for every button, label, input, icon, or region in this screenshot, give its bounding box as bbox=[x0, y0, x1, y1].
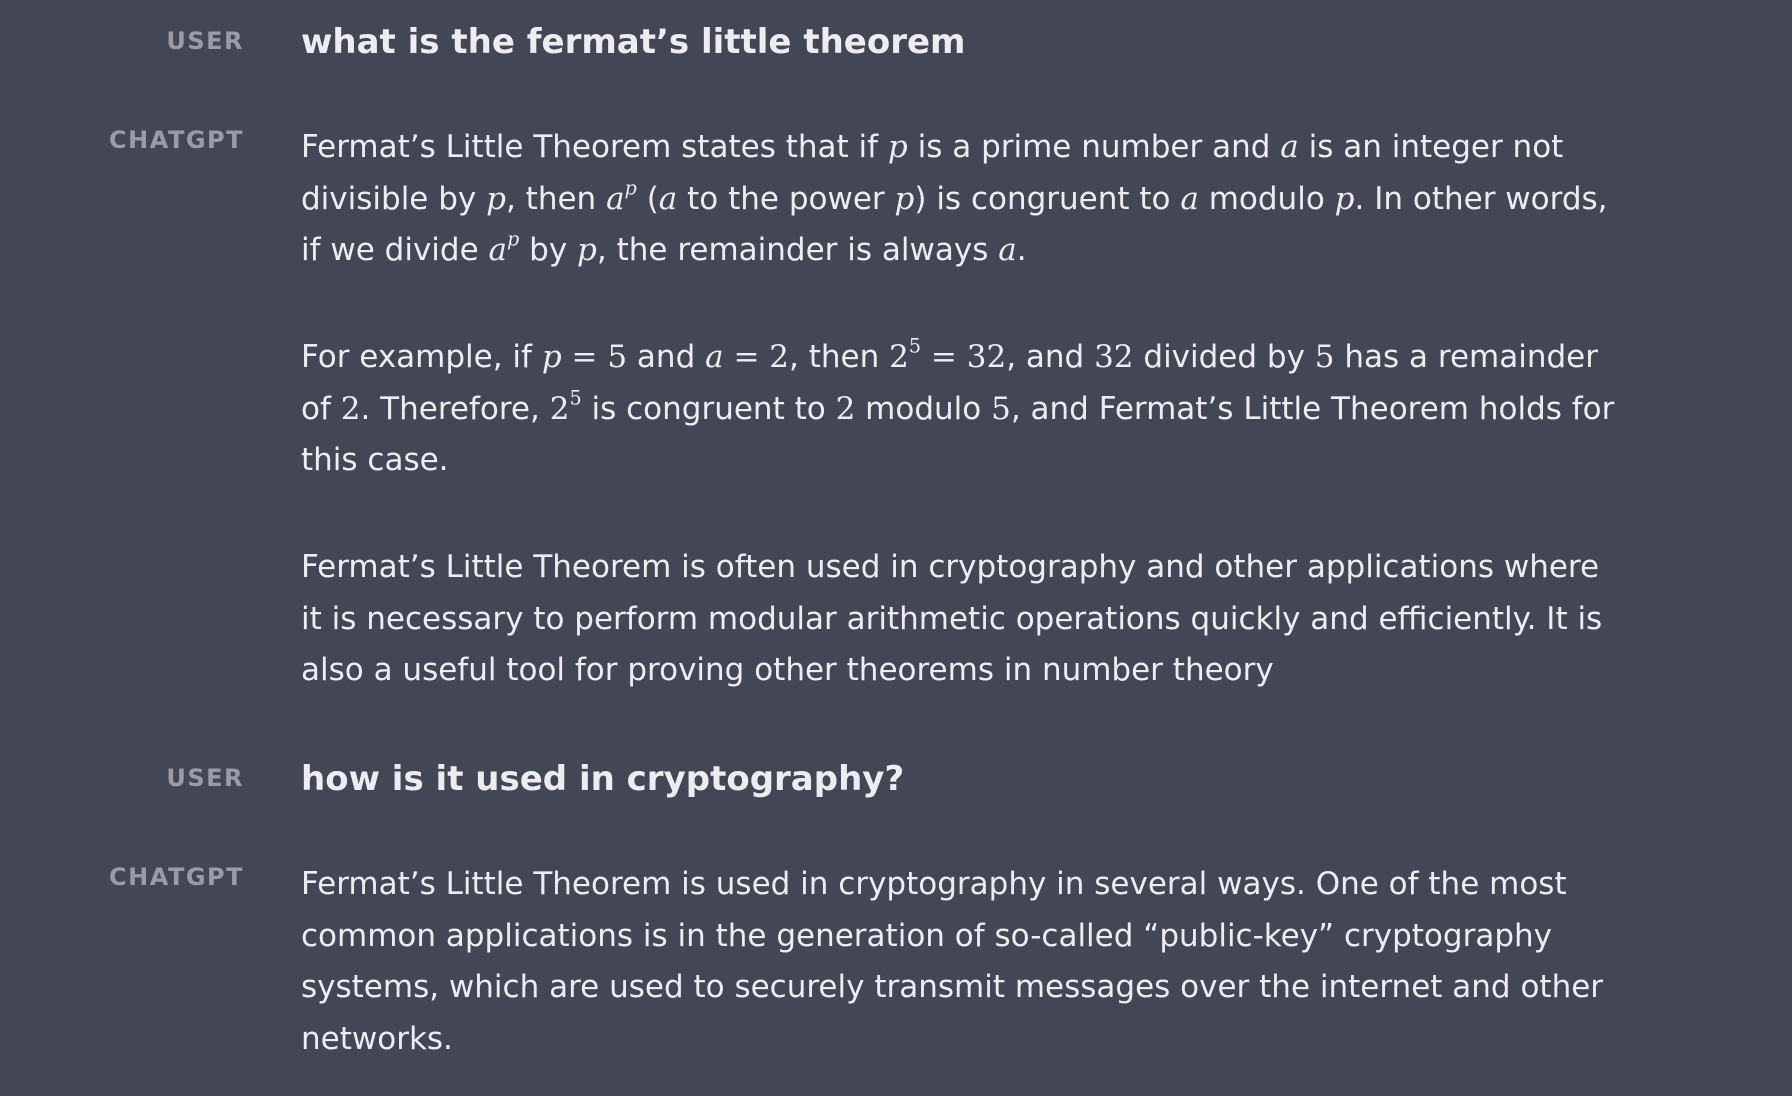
user-question: what is the fermat’s little theorem bbox=[301, 22, 966, 62]
role-label-user: USER bbox=[166, 764, 244, 792]
math-number: = 2 bbox=[723, 339, 789, 375]
text-run: divided by bbox=[1133, 339, 1315, 375]
text-run: by bbox=[519, 232, 578, 268]
math-variable: p bbox=[894, 180, 915, 217]
text-run: . In other words, if we divide bbox=[301, 180, 1608, 268]
math-exponent: p bbox=[624, 176, 637, 200]
text-run: Fermat’s Little Theorem states that if bbox=[301, 129, 888, 165]
user-message-body bbox=[301, 757, 1621, 801]
text-run: to the power bbox=[677, 180, 895, 217]
math-variable: a bbox=[1180, 180, 1199, 217]
text-run: ) is congruent to bbox=[914, 180, 1181, 217]
math-number: = 5 bbox=[561, 339, 628, 375]
math-variable: p bbox=[577, 232, 597, 268]
math-variable: p bbox=[541, 339, 562, 375]
math-number: 5 bbox=[991, 390, 1011, 427]
text-run: has a remainder of bbox=[301, 339, 1598, 427]
text-run: . Therefore, bbox=[360, 390, 550, 427]
text-run: modulo bbox=[855, 390, 992, 427]
math-number: 2 bbox=[835, 390, 856, 427]
text-run: For example, if bbox=[301, 339, 542, 375]
math-variable: a bbox=[1280, 129, 1299, 165]
math-variable: a bbox=[606, 180, 625, 217]
math-variable: p bbox=[1334, 180, 1355, 217]
text-run: , the remainder is always bbox=[596, 232, 999, 268]
math-variable: a bbox=[658, 180, 678, 217]
math-number: 2 bbox=[340, 390, 361, 427]
text-run: , and bbox=[1006, 339, 1095, 375]
text-run: , then bbox=[505, 180, 607, 217]
text-run: is an integer not divisible by bbox=[301, 129, 1564, 217]
math-variable: p bbox=[486, 180, 506, 217]
text-run: Fermat’s Little Theorem is used in cryptography in several ways. One of the most common applications is in the generation of so-called “public-key” cryptography systems, which are used to securely transmit messages over the internet and other networks. bbox=[301, 866, 1604, 1057]
user-message-body bbox=[301, 20, 1621, 64]
text-run: , then bbox=[789, 339, 890, 375]
math-number: 2 bbox=[549, 390, 570, 427]
math-exponent: 5 bbox=[569, 386, 582, 410]
math-variable: a bbox=[705, 339, 724, 375]
math-exponent: 5 bbox=[908, 334, 922, 358]
math-variable: a bbox=[488, 232, 507, 268]
math-number: 2 bbox=[889, 339, 909, 375]
response-paragraph bbox=[301, 122, 1621, 277]
math-number: = 32 bbox=[921, 339, 1007, 375]
math-variable: p bbox=[887, 129, 908, 165]
math-number: 5 bbox=[1314, 339, 1335, 375]
text-run: and bbox=[627, 339, 706, 375]
text-run: . bbox=[1016, 232, 1027, 268]
response-paragraph bbox=[301, 332, 1621, 487]
text-run: is congruent to bbox=[581, 390, 836, 427]
role-label-assistant: CHATGPT bbox=[109, 126, 244, 154]
user-question: how is it used in cryptography? bbox=[301, 759, 905, 799]
math-number: 32 bbox=[1094, 339, 1134, 375]
text-run: ( bbox=[636, 180, 659, 217]
text-run: Fermat’s Little Theorem is often used in cryptography and other applications where it is necessary to perform modular arithmetic operations quickly and efficiently. It is also a useful tool for proving other theorems in number theory bbox=[301, 549, 1603, 688]
role-label-assistant: CHATGPT bbox=[109, 863, 244, 891]
text-run: modulo bbox=[1198, 180, 1335, 217]
text-run: is a prime number and bbox=[907, 129, 1281, 165]
response-paragraph bbox=[301, 542, 1621, 697]
math-variable: a bbox=[998, 232, 1017, 268]
text-run: , and Fermat’s Little Theorem holds for this case. bbox=[301, 390, 1615, 478]
math-exponent: p bbox=[507, 227, 520, 251]
role-label-user: USER bbox=[166, 27, 244, 55]
response-paragraph bbox=[301, 859, 1621, 1065]
